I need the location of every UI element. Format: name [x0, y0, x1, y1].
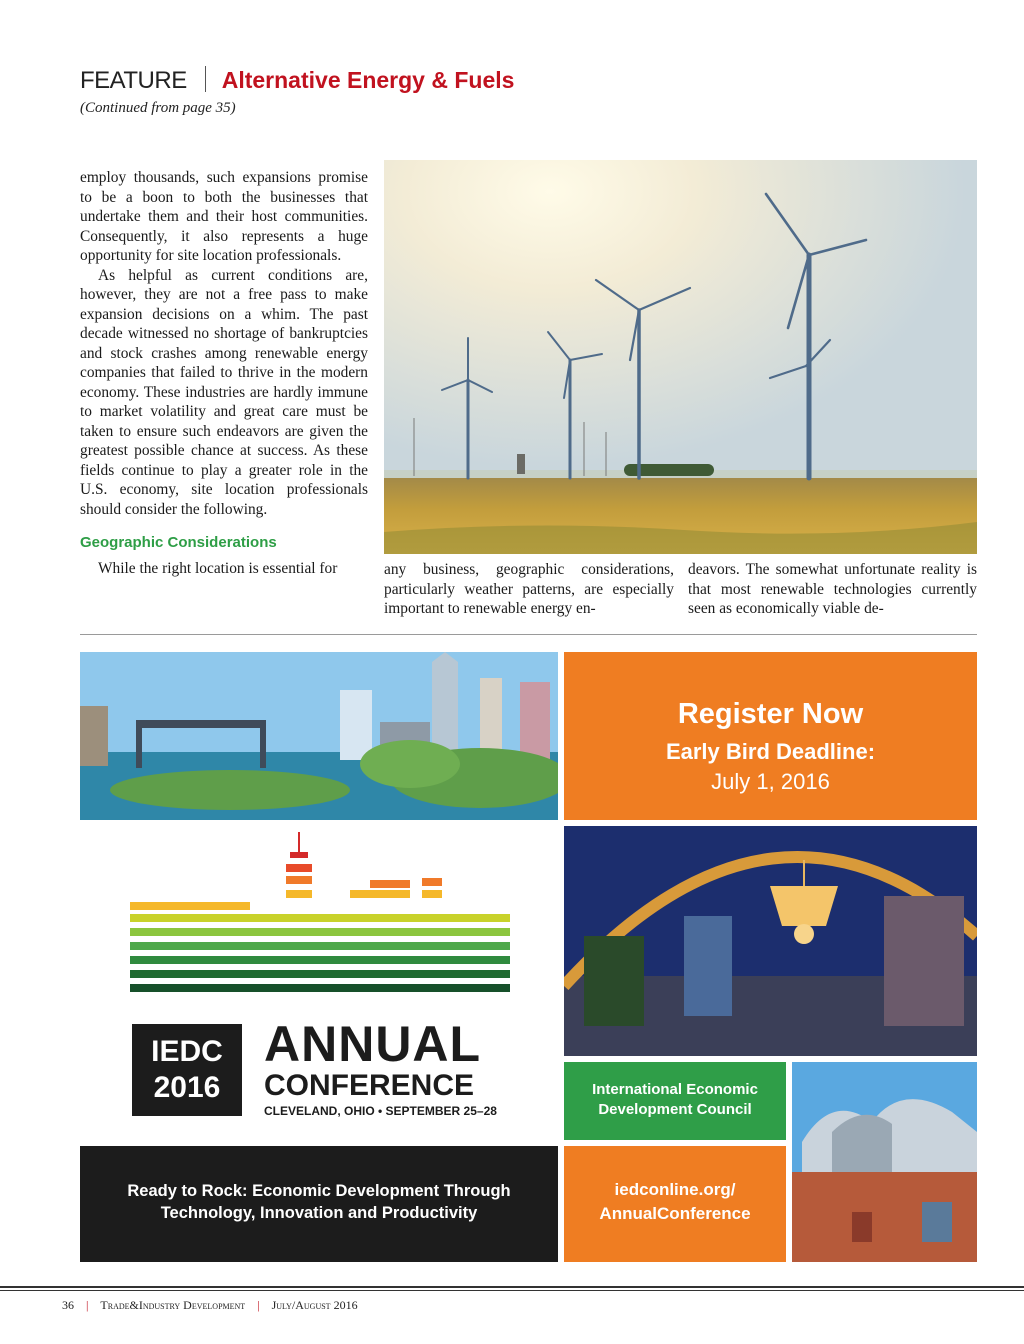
url-line1: iedconline.org/ [614, 1180, 736, 1199]
register-heading: Register Now [677, 698, 864, 730]
section-label: FEATURE [80, 67, 187, 94]
footer-divider: | [86, 1298, 89, 1312]
gehry-building-photo [792, 1062, 977, 1262]
paragraph: any business, geographic considerations, particularly weather patterns, are especially important to renewable energy en- [384, 561, 674, 617]
chandelier-street-illustration [564, 826, 977, 1056]
paragraph: deavors. The somewhat unfortunate reality is that most renewable technologies currently seen as economically viable de- [688, 561, 977, 617]
footer-rule [0, 1286, 1024, 1288]
paragraph: As helpful as current conditions are, however, they are not a free pass to make expansion decisions on a whim. The past decade witnessed no shortage of bankruptcies and stock crashes among renewable energy companies that failed to thrive in the modern economy. These industries are hardly immune to market volatility and great care must be taken to ensure such endeavors are given the greatest possible chance at success. As these fields continue to play a greater role in the U.S. economy, site location professionals should consider the following. [80, 266, 368, 518]
playhouse-square-photo [564, 826, 977, 1056]
header-divider [205, 66, 206, 92]
paragraph: employ thousands, such expansions promise to be a boon to both the businesses that undertake them and their host communities. Consequently, it also represents a huge opportunity for site location professionals. [80, 169, 368, 264]
cleveland-skyline-illustration [80, 652, 558, 820]
tagline-line2: Technology, Innovation and Productivity [160, 1204, 478, 1222]
annual-heading: ANNUAL [264, 1016, 482, 1072]
section-divider [80, 634, 977, 635]
page-number: 36 [62, 1298, 74, 1312]
organization-panel [564, 1062, 786, 1140]
paragraph: While the right location is essential for [98, 559, 338, 577]
wind-turbine-illustration [384, 160, 977, 554]
article-column-right [688, 560, 977, 619]
iedc-logo-box [132, 1024, 242, 1116]
early-bird-label: Early Bird Deadline: [665, 739, 876, 764]
issue-date: July/August 2016 [271, 1298, 358, 1312]
footer-divider: | [257, 1298, 260, 1312]
deadline-date: July 1, 2016 [711, 769, 830, 794]
article-column-middle [384, 560, 674, 619]
wind-turbine-photo [384, 160, 977, 554]
footer-rule-thin [0, 1290, 1024, 1291]
page-footer [62, 1298, 358, 1313]
register-now-panel [564, 652, 977, 820]
subheading: Geographic Considerations [80, 534, 277, 551]
cleveland-skyline-photo [80, 652, 558, 820]
continued-note: (Continued from page 35) [80, 100, 236, 116]
building-illustration [792, 1062, 977, 1262]
logo-text-iedc: IEDC [151, 1035, 223, 1068]
conference-advertisement [80, 652, 977, 1262]
article-column-left [80, 168, 368, 578]
publication-name: Trade&Industry Development [100, 1298, 246, 1312]
article-title: Alternative Energy & Fuels [221, 67, 515, 93]
tagline-line1: Ready to Rock: Economic Development Through [127, 1182, 511, 1200]
logo-text-year: 2016 [153, 1071, 221, 1104]
page-header [80, 66, 960, 95]
url-line2: AnnualConference [599, 1204, 751, 1223]
org-name-line2: Development Council [598, 1101, 752, 1118]
conference-url-panel [564, 1146, 786, 1262]
org-name-line1: International Economic [592, 1081, 758, 1098]
conference-heading: CONFERENCE [264, 1069, 475, 1102]
tagline-panel [80, 1146, 558, 1262]
location-date: CLEVELAND, OHIO • SEPTEMBER 25–28 [264, 1104, 497, 1118]
iedc-skyline-logo [120, 828, 510, 1014]
